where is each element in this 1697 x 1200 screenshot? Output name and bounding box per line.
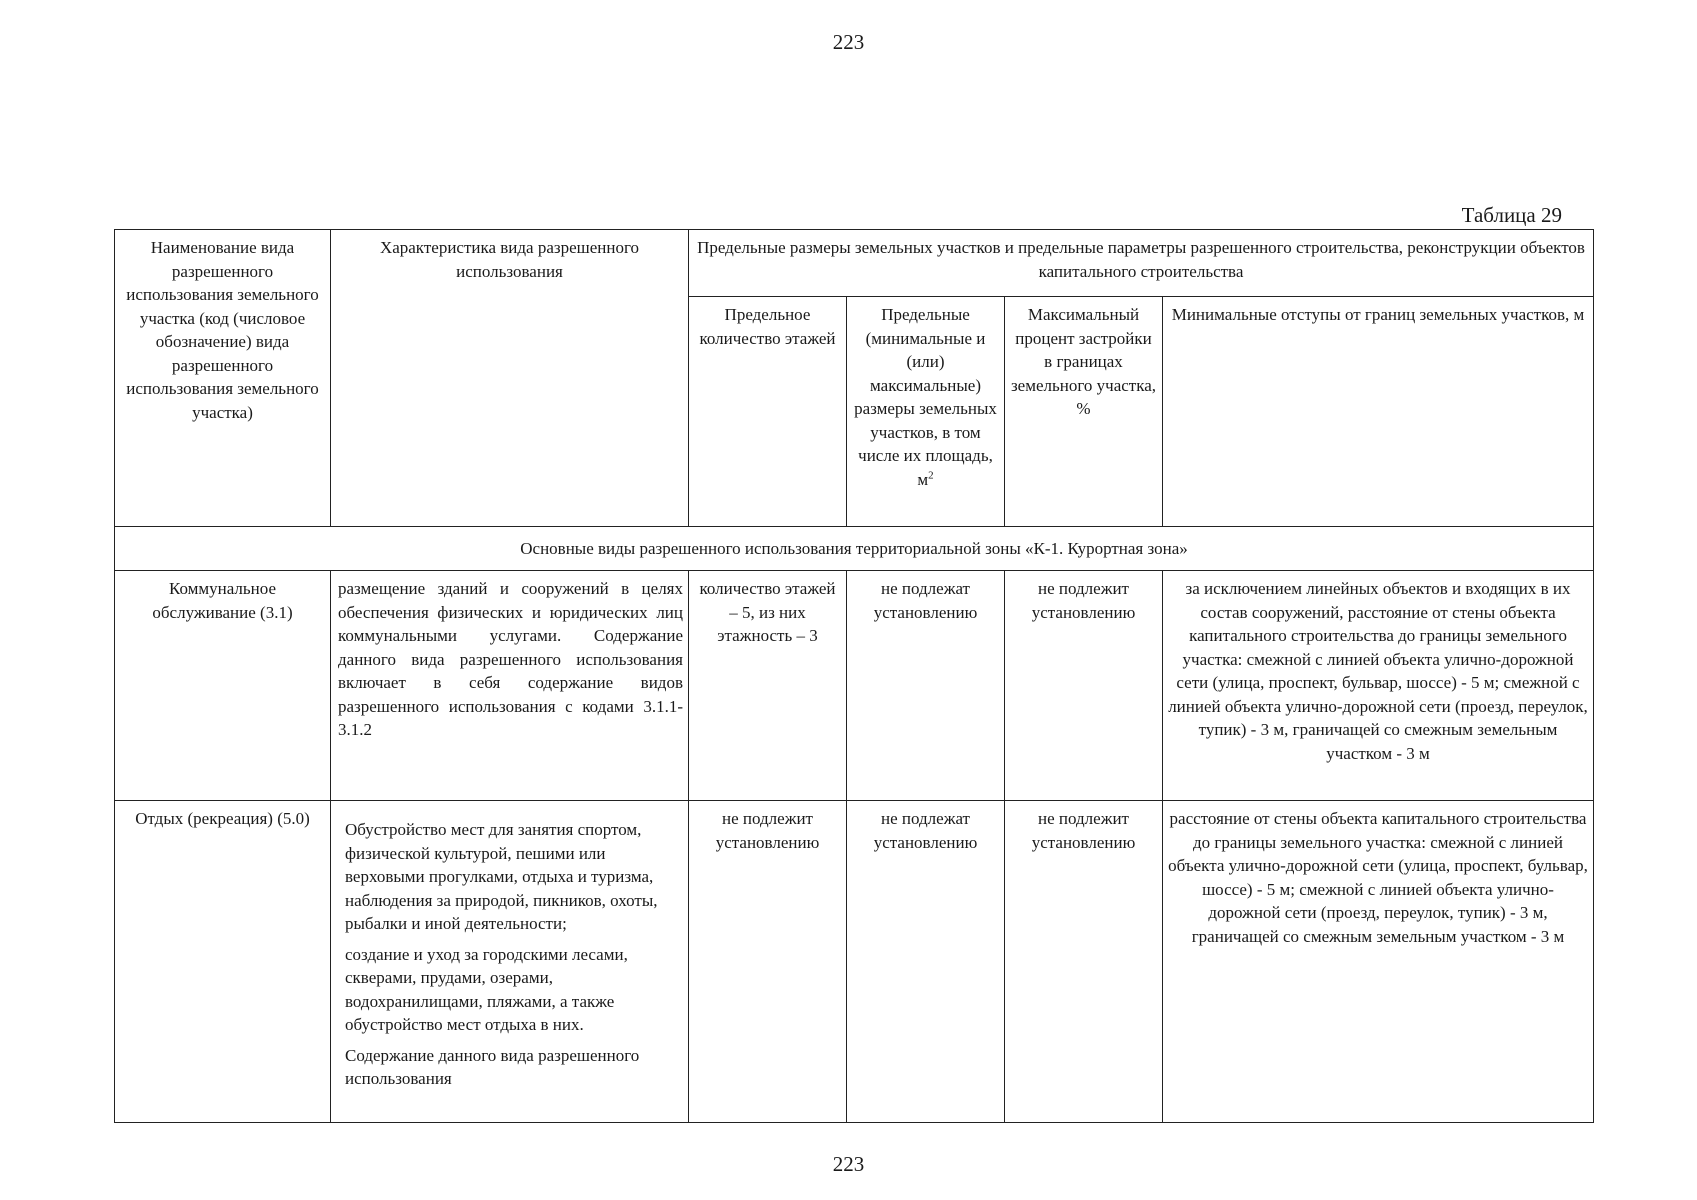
row-description — [331, 801, 689, 1123]
row-floors: не подлежит установлению — [689, 801, 847, 1123]
row-description: размещение зданий и сооружений в целях обеспечения физических и юридических лиц коммунальными услугами. Содержание данного вида разрешенного использования включает в себя содержание видов разрешенного использования с кодами 3.1.1-3.1.2 — [331, 571, 689, 801]
row-setbacks: расстояние от стены объекта капитального строительства до границы земельного участка: смежной с линией объекта улично-дорожной сети (улица, проспект, бульвар, шоссе) - 5 м; смежной с линией объекта улично-дорожной сети (проезд, переулок, тупик) - 3 м, граничащей со смежным земельным участком - 3 м — [1163, 801, 1594, 1123]
row-description-para: Содержание данного вида разрешенного использования — [345, 1045, 640, 1088]
row-name: Отдых (рекреация) (5.0) — [115, 801, 331, 1123]
header-col-build-percent: Максимальный процент застройки в границах земельного участка, % — [1005, 297, 1163, 527]
row-plot-size: не подлежат установлению — [847, 801, 1005, 1123]
header-group-limits: Предельные размеры земельных участков и предельные параметры разрешенного строительства, реконструкции объектов капитального строительства — [689, 230, 1594, 297]
row-name: Коммунальное обслуживание (3.1) — [115, 571, 331, 801]
table-caption: Таблица 29 — [1461, 203, 1562, 227]
zoning-table — [114, 229, 1594, 1123]
row-build-percent: не подлежит установлению — [1005, 801, 1163, 1123]
table-row — [115, 571, 1594, 801]
row-build-percent: не подлежит установлению — [1005, 571, 1163, 801]
row-description-para: создание и уход за городскими лесами, скверами, прудами, озерами, водохранилищами, пляжами, а также обустройство мест отдыха в них. — [345, 944, 628, 1034]
section-title: Основные виды разрешенного использования территориальной зоны «К-1. Курортная зона» — [115, 527, 1594, 571]
page-number-bottom: 223 — [832, 1152, 865, 1176]
header-row-1 — [115, 230, 1594, 297]
header-col-floors: Предельное количество этажей — [689, 297, 847, 527]
row-plot-size: не подлежат установлению — [847, 571, 1005, 801]
table-row — [115, 801, 1594, 1123]
header-col-setbacks: Минимальные отступы от границ земельных участков, м — [1163, 297, 1594, 527]
header-col-description: Характеристика вида разрешенного использования — [331, 230, 689, 527]
page-number-top: 223 — [832, 30, 865, 54]
header-col-plot-size — [847, 297, 1005, 527]
row-description-para: Обустройство мест для занятия спортом, физической культурой, пешими или верховыми прогулками, отдыха и туризма, наблюдения за природой, пикников, охоты, рыбалки и иной деятельности; — [345, 820, 658, 933]
section-row — [115, 527, 1594, 571]
header-col-name: Наименование вида разрешенного использования земельного участка (код (числовое обозначение) вида разрешенного использования земельного участка) — [115, 230, 331, 527]
row-floors: количество этажей – 5, из них этажность – 3 — [689, 571, 847, 801]
header-col-plot-size-text: Предельные (минимальные и (или) максимальные) размеры земельных участков, в том числе их площадь, м — [854, 305, 997, 489]
row-setbacks: за исключением линейных объектов и входящих в их состав сооружений, расстояние от стены объекта капитального строительства до границы земельного участка: смежной с линией объекта улично-дорожной сети (улица, проспект, бульвар, шоссе) - 5 м; смежной с линией объекта улично-дорожной сети (проезд, переулок, тупик) - 3 м, граничащей со смежным земельным участком - 3 м — [1163, 571, 1594, 801]
header-col-plot-size-sup: 2 — [928, 468, 934, 481]
